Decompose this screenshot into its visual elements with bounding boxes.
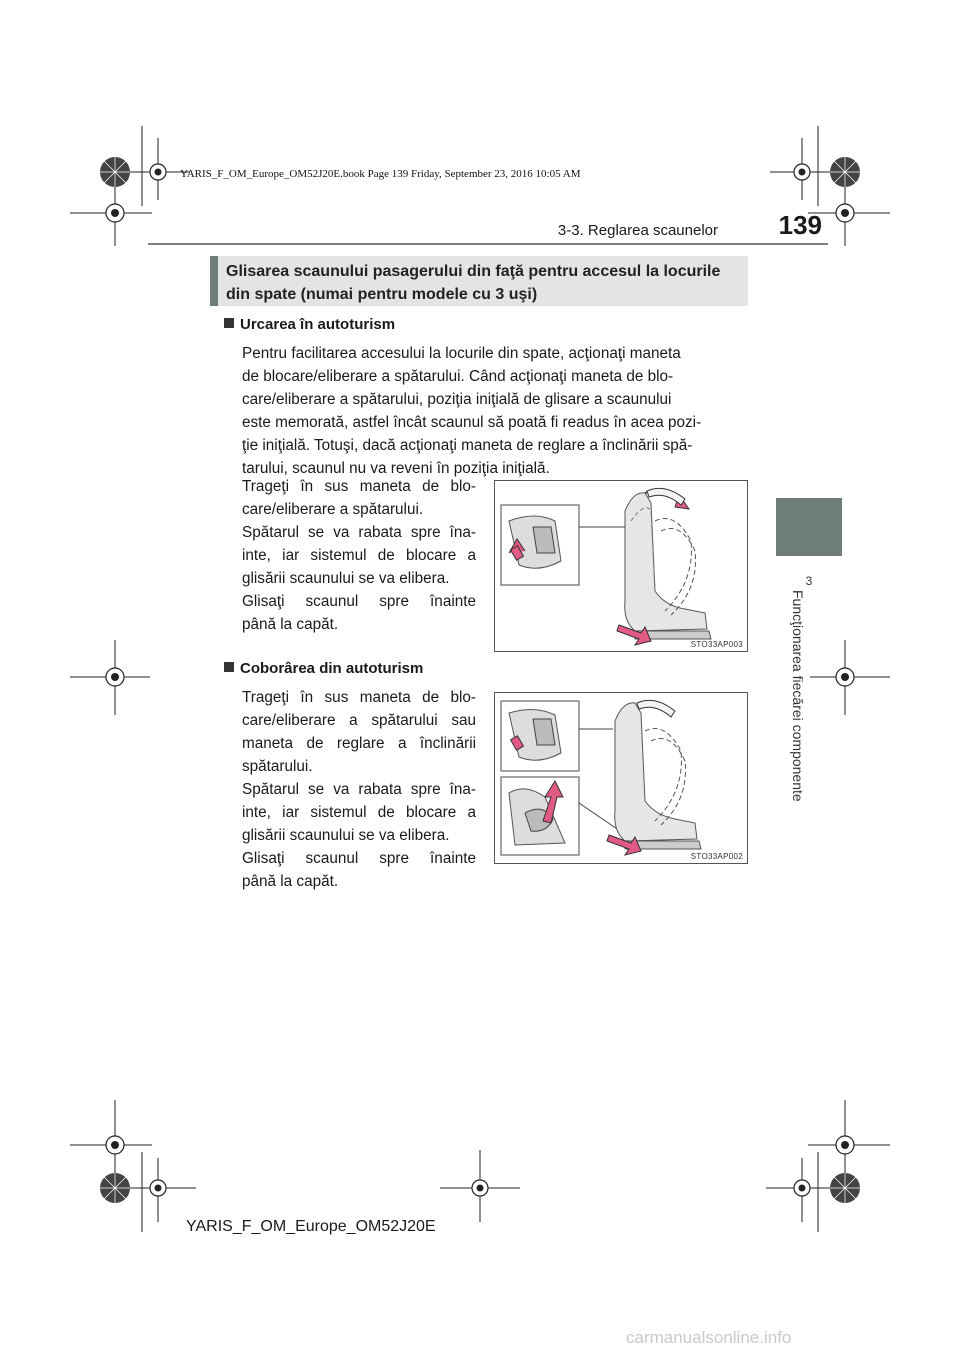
- intro-paragraph: Pentru facilitarea accesului la locurile din spate, acţionaţi maneta de blocare/eliberare a spătarului. Când acţionaţi maneta de blo- care/eliberare a spătarului, poziţia iniţială de glisare a scaunului este memorată, astfel încât scaunul să poată fi readus în acea pozi- ţie iniţială. Totuşi, dacă acţionaţi maneta de reglare a înclinării spă- tarului, scaunul nu va reveni în poziţia iniţială.: [242, 345, 702, 477]
- figure-entering: [494, 480, 748, 652]
- seat-illustration: [495, 693, 747, 863]
- page-number: 139: [778, 210, 822, 240]
- header-divider: [148, 243, 828, 245]
- entering-steps: Trageţi în sus maneta de blo- care/eliberare a spătarului. Spătarul se va rabata spre îna- inte, iar sistemul de blocare a glisării scaunului se va elibera. Glisaţi scaunul spre înainte până la capăt.: [242, 478, 476, 633]
- heading-line: din spate (numai pentru modele cu 3 uşi): [226, 286, 538, 303]
- subsection-title-entering: Urcarea în autoturism: [224, 316, 395, 333]
- chapter-side-label: [790, 590, 806, 802]
- chapter-side-label-text: Funcţionarea fiecărei componente: [790, 590, 806, 802]
- exiting-steps: Trageţi în sus maneta de blo- care/eliberare a spătarului sau maneta de reglare a înclinării spătarului. Spătarul se va rabata spre îna- inte, iar sistemul de blocare a glisării scaunului se va elibera. Glisaţi scaunul spre înainte până la capăt.: [242, 689, 476, 890]
- figure-code: STO33AP002: [690, 852, 743, 861]
- chapter-tab: [776, 498, 842, 556]
- heading-line: Glisarea scaunului pasagerului din faţă pentru accesul la locurile: [226, 263, 721, 280]
- bullet-square-icon: [224, 662, 234, 672]
- seat-illustration: [495, 481, 747, 651]
- book-info: YARIS_F_OM_Europe_OM52J20E.book Page 139 Friday, September 23, 2016 10:05 AM: [180, 168, 581, 180]
- chapter-number: 3: [805, 574, 813, 588]
- section-heading: [210, 256, 748, 306]
- watermark[interactable]: carmanualsonline.info: [626, 1328, 792, 1347]
- footer-code: YARIS_F_OM_Europe_OM52J20E: [186, 1218, 436, 1235]
- section-title: 3-3. Reglarea scaunelor: [557, 222, 718, 239]
- figure-code: STO33AP003: [690, 640, 743, 649]
- figure-exiting: [494, 692, 748, 864]
- bullet-square-icon: [224, 318, 234, 328]
- subsection-title-exiting: Coborârea din autoturism: [224, 660, 423, 677]
